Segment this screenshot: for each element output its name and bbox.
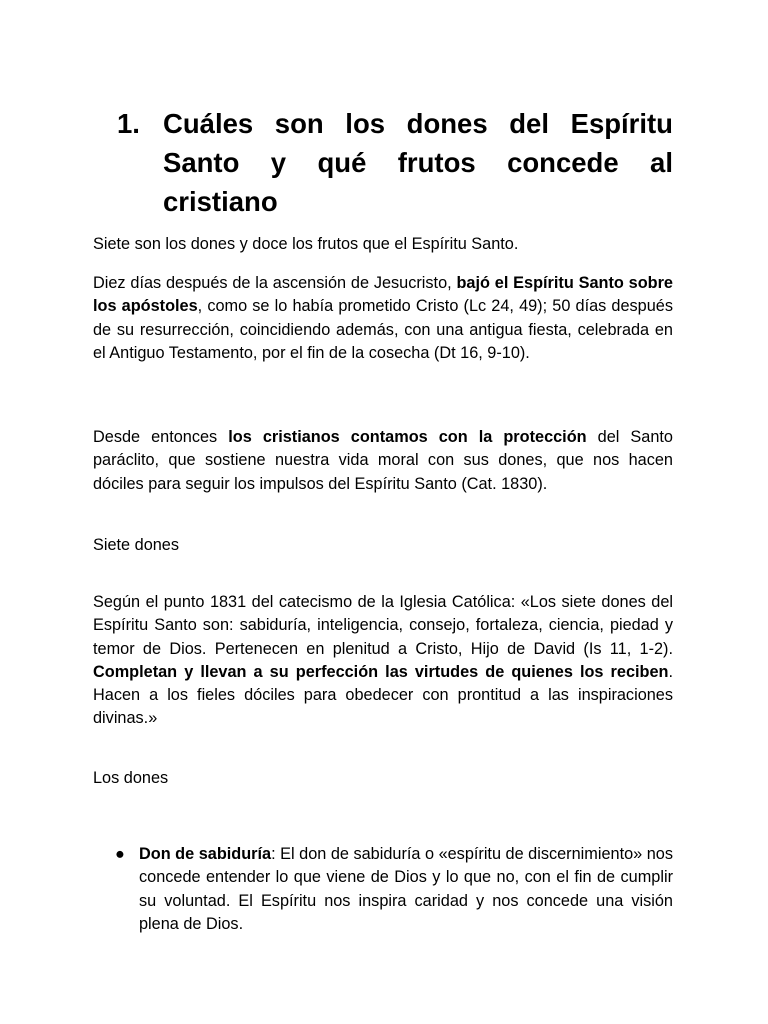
list-item-term: Don de sabiduría (139, 845, 272, 863)
paragraph-ascension-bold: bajó el Espíritu Santo sobre los apóstoles (93, 274, 673, 316)
section-heading (117, 104, 673, 221)
paragraph-protection-text-2: del Santo paráclito, que sostiene nuestra vida moral con sus dones, que nos hacen dóciles para seguir los impulsos del Espíritu Santo (Cat. 1830). (93, 428, 673, 493)
paragraph-ascension-text-1: Diez días después de la ascensión de Jesucristo, (93, 274, 457, 292)
paragraph-ascension-text-2: , como se lo había prometido Cristo (Lc 24, 49); 50 días después de su resurrección, coincidiendo además, con una antigua fiesta, celebrada en el Antiguo Testamento, por el fin de la cosecha (Dt 16, 9-10). (93, 297, 673, 362)
paragraph-protection-bold: los cristianos contamos con la protección (228, 428, 587, 446)
paragraph-protection-text-1: Desde entonces (93, 428, 229, 446)
paragraph-siete-dones (93, 534, 673, 557)
list-item-description: : El don de sabiduría o «espíritu de discernimiento» nos concede entender lo que viene de Dios y lo que no, con el fin de cumplir su voluntad. El Espíritu nos inspira caridad y nos concede una visión plena de Dios. (139, 845, 673, 933)
paragraph-catecismo-text-2: . Hacen a los fieles dóciles para obedecer con prontitud a las inspiraciones divinas.» (93, 662, 673, 728)
paragraph-catecismo (93, 591, 673, 731)
paragraph-intro-text: Siete son los dones y doce los frutos que el Espíritu Santo. (93, 235, 519, 253)
paragraph-los-dones (93, 767, 673, 790)
subheading-siete-dones: Siete dones (93, 536, 179, 554)
paragraph-ascension (93, 272, 673, 365)
paragraph-catecismo-bold: Completan y llevan a su perfección las virtudes de quienes los reciben (93, 662, 669, 681)
heading-text: Cuáles son los dones del Espíritu Santo y qué frutos concede al cristiano (163, 108, 673, 217)
subheading-los-dones: Los dones (93, 769, 169, 787)
list-item-text (139, 843, 673, 936)
paragraph-catecismo-text-1: Según el punto 1831 del catecismo de la Iglesia Católica: «Los siete dones del Espíritu Santo son: sabiduría, inteligencia, consejo, fortaleza, ciencia, piedad y temor de Dios. Pertenecen en plenitud a Cristo, Hijo de David (Is 11, 1-2). (93, 593, 673, 658)
paragraph-protection (93, 426, 673, 496)
paragraph-intro (93, 233, 673, 256)
heading-number: 1. (117, 108, 140, 139)
bullet-icon: ● (115, 845, 125, 863)
